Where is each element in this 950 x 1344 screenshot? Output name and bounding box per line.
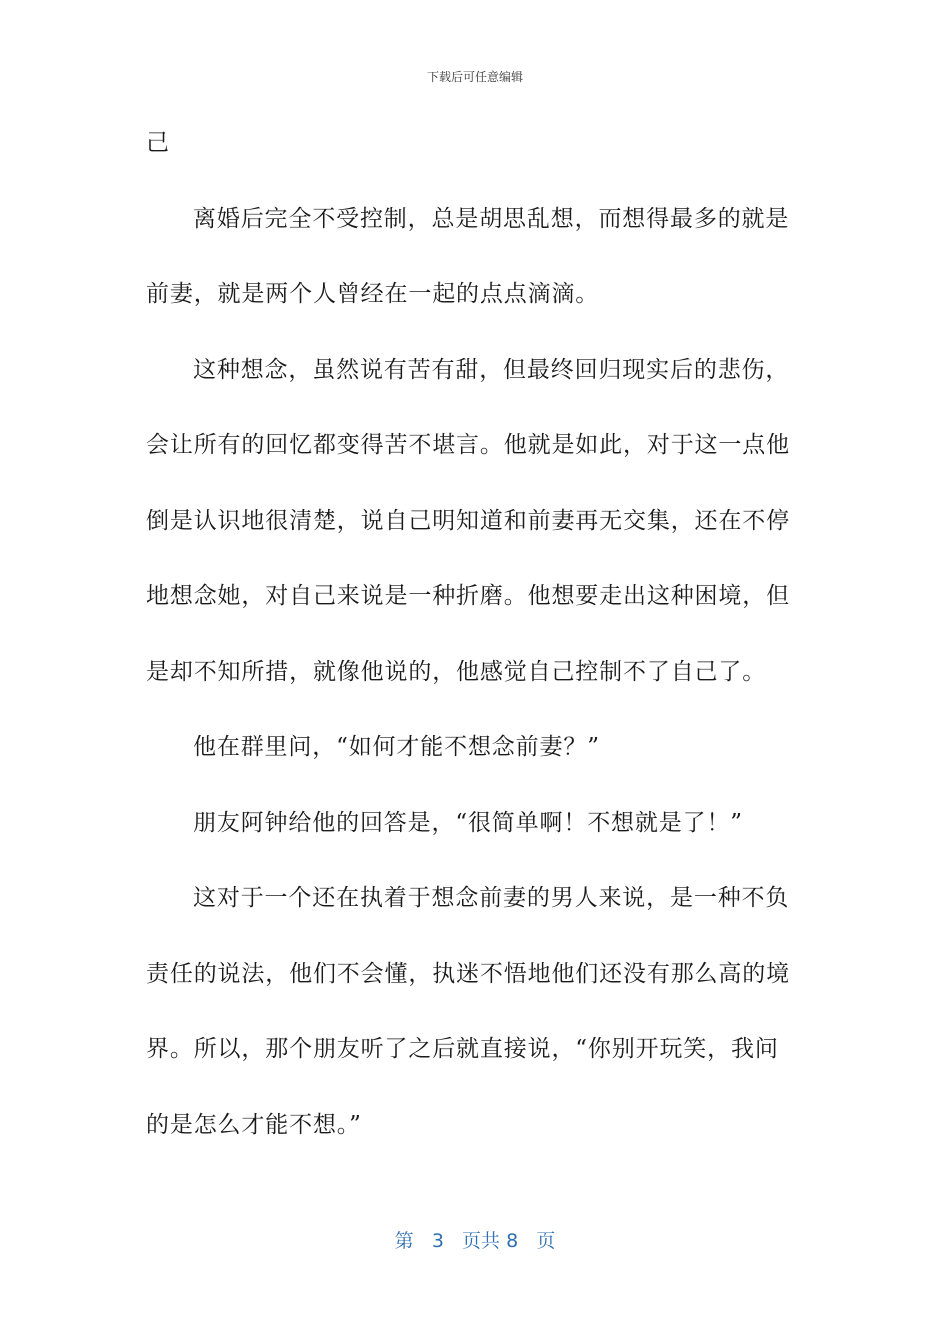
footer-prefix: 第 xyxy=(394,1230,414,1252)
text-line-1: 己 xyxy=(146,130,170,156)
text-line-6: 倒是认识地很清楚，说自己明知道和前妻再无交集，还在不停 xyxy=(146,507,790,534)
text-line-13: 界。所以，那个朋友听了之后就直接说，“你别开玩笑，我问 xyxy=(146,1036,779,1062)
text-line-7: 地想念她，对自己来说是一种折磨。他想要走出这种困境，但 xyxy=(146,583,790,609)
footer-page-number: 3 xyxy=(431,1230,444,1252)
text-line-5: 会让所有的回忆都变得苦不堪言。他就是如此，对于这一点他 xyxy=(146,432,790,458)
text-line-11: 这对于一个还在执着于想念前妻的男人来说，是一种不负 xyxy=(193,885,790,911)
document-body xyxy=(146,118,796,1175)
footer-suffix: 页 xyxy=(536,1230,556,1252)
footer-total-pages: 8 xyxy=(506,1230,519,1252)
footer-middle: 页共 xyxy=(462,1230,501,1252)
text-line-10: 朋友阿钟给他的回答是，“很简单啊！不想就是了！” xyxy=(193,809,743,836)
text-line-8: 是却不知所措，就像他说的，他感觉自己控制不了自己了。 xyxy=(146,658,767,685)
text-line-2: 离婚后完全不受控制，总是胡思乱想，而想得最多的就是 xyxy=(193,205,790,232)
text-line-14: 的是怎么才能不想。” xyxy=(146,1111,362,1138)
text-line-9: 他在群里问，“如何才能不想念前妻？” xyxy=(193,734,600,760)
text-line-3: 前妻，就是两个人曾经在一起的点点滴滴。 xyxy=(146,281,600,307)
text-line-12: 责任的说法，他们不会懂，执迷不悟地他们还没有那么高的境 xyxy=(146,960,790,987)
text-line-4: 这种想念，虽然说有苦有甜，但最终回归现实后的悲伤， xyxy=(193,356,790,383)
page-footer xyxy=(0,1226,950,1253)
page-header-note: 下载后可任意编辑 xyxy=(426,70,523,84)
